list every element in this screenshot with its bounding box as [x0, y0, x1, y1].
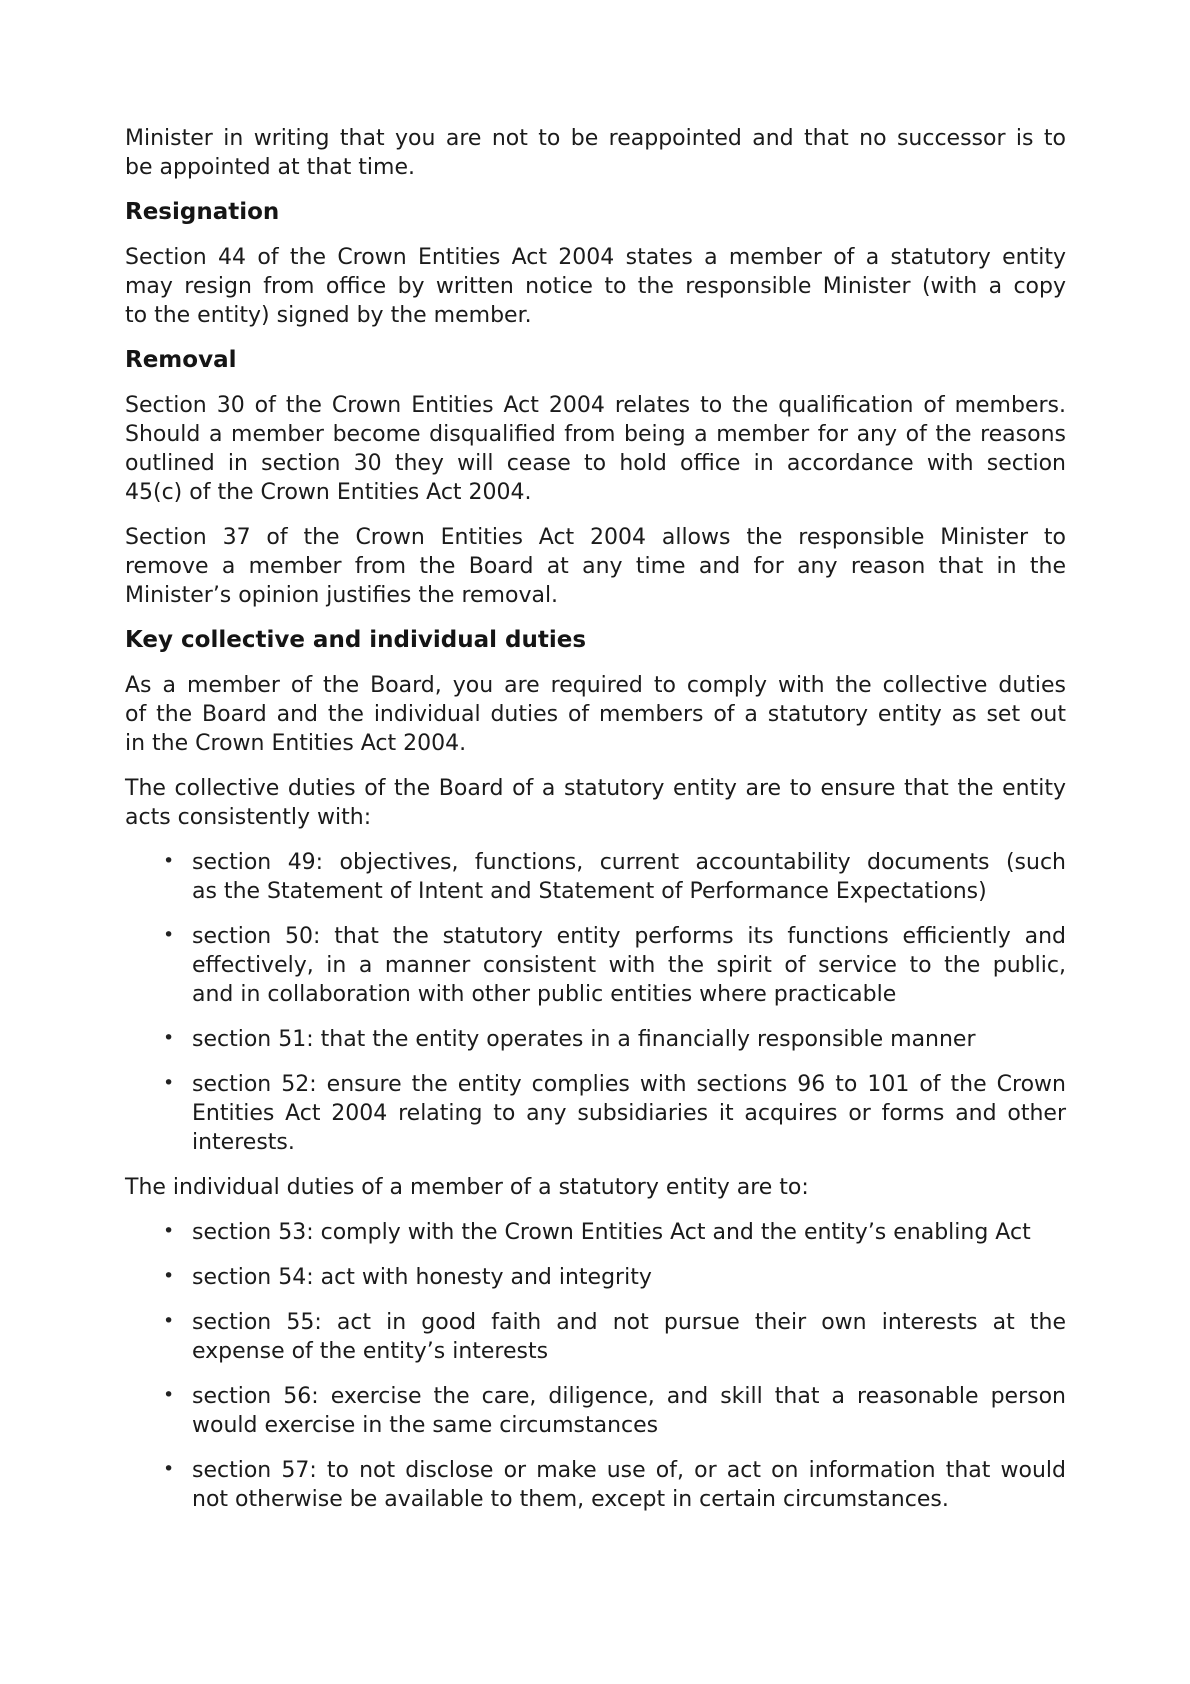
bullet-icon: • — [163, 850, 175, 872]
text-line: in the Crown Entities Act 2004. — [125, 731, 467, 756]
text-line: of the Board and the individual duties of members of a statutory entity as set out — [125, 702, 1066, 727]
bullet-icon: • — [163, 924, 175, 946]
list-item — [125, 1070, 1066, 1157]
text-line: Section 30 of the Crown Entities Act 2004 relates to the qualification of members. — [125, 393, 1066, 418]
bullet-icon: • — [163, 1265, 175, 1287]
text-line: Section 37 of the Crown Entities Act 2004 allows the responsible Minister to — [125, 525, 1066, 550]
list-item — [125, 1308, 1066, 1366]
text-line: expense of the entity’s interests — [192, 1339, 549, 1364]
paragraph — [125, 523, 1066, 610]
list-item — [125, 1263, 1066, 1292]
paragraph — [125, 1173, 1066, 1202]
text-line: effectively, in a manner consistent with the spirit of service to the public, — [192, 953, 1066, 978]
text-line: The collective duties of the Board of a statutory entity are to ensure that the entity — [125, 776, 1066, 801]
text-line: The individual duties of a member of a statutory entity are to: — [125, 1175, 809, 1200]
list-item — [125, 1218, 1066, 1247]
text-line: As a member of the Board, you are required to comply with the collective duties — [125, 673, 1066, 698]
section-heading: Resignation — [125, 199, 280, 225]
bullet-icon: • — [163, 1384, 175, 1406]
document-body — [125, 124, 1066, 1530]
text-line: section 57: to not disclose or make use of, or act on information that would — [192, 1458, 1066, 1483]
text-line: section 52: ensure the entity complies with sections 96 to 101 of the Crown — [192, 1072, 1066, 1097]
section-heading: Key collective and individual duties — [125, 627, 587, 653]
list-item — [125, 1456, 1066, 1514]
text-line: Minister’s opinion justifies the removal. — [125, 583, 559, 608]
list-item — [125, 1025, 1066, 1054]
text-line: may resign from office by written notice to the responsible Minister (with a copy — [125, 274, 1066, 299]
bullet-icon: • — [163, 1220, 175, 1242]
text-line: section 53: comply with the Crown Entities Act and the entity’s enabling Act — [192, 1220, 1031, 1245]
text-line: section 51: that the entity operates in a financially responsible manner — [192, 1027, 976, 1052]
text-line: to the entity) signed by the member. — [125, 303, 532, 328]
text-line: and in collaboration with other public entities where practicable — [192, 982, 897, 1007]
bullet-list — [125, 1218, 1066, 1514]
text-line: remove a member from the Board at any time and for any reason that in the — [125, 554, 1066, 579]
text-line: outlined in section 30 they will cease to hold office in accordance with section — [125, 451, 1066, 476]
bullet-icon: • — [163, 1027, 175, 1049]
paragraph — [125, 671, 1066, 758]
section-heading: Removal — [125, 347, 237, 373]
paragraph — [125, 124, 1066, 182]
text-line: section 49: objectives, functions, current accountability documents (such — [192, 850, 1066, 875]
list-item — [125, 1382, 1066, 1440]
list-item — [125, 848, 1066, 906]
bullet-icon: • — [163, 1310, 175, 1332]
text-line: Should a member become disqualified from being a member for any of the reasons — [125, 422, 1066, 447]
text-line: section 50: that the statutory entity performs its functions efficiently and — [192, 924, 1066, 949]
text-line: Minister in writing that you are not to be reappointed and that no successor is to — [125, 126, 1066, 151]
text-line: acts consistently with: — [125, 805, 372, 830]
text-line: Section 44 of the Crown Entities Act 2004 states a member of a statutory entity — [125, 245, 1066, 270]
bullet-icon: • — [163, 1458, 175, 1480]
text-line: not otherwise be available to them, except in certain circumstances. — [192, 1487, 949, 1512]
paragraph — [125, 391, 1066, 507]
paragraph — [125, 774, 1066, 832]
list-item — [125, 922, 1066, 1009]
text-line: be appointed at that time. — [125, 155, 416, 180]
bullet-list — [125, 848, 1066, 1157]
text-line: section 54: act with honesty and integrity — [192, 1265, 652, 1290]
text-line: would exercise in the same circumstances — [192, 1413, 659, 1438]
bullet-icon: • — [163, 1072, 175, 1094]
text-line: interests. — [192, 1130, 295, 1155]
text-line: as the Statement of Intent and Statement of Performance Expectations) — [192, 879, 987, 904]
text-line: section 56: exercise the care, diligence, and skill that a reasonable person — [192, 1384, 1066, 1409]
text-line: Entities Act 2004 relating to any subsidiaries it acquires or forms and other — [192, 1101, 1066, 1126]
paragraph — [125, 243, 1066, 330]
text-line: 45(c) of the Crown Entities Act 2004. — [125, 480, 532, 505]
text-line: section 55: act in good faith and not pursue their own interests at the — [192, 1310, 1066, 1335]
